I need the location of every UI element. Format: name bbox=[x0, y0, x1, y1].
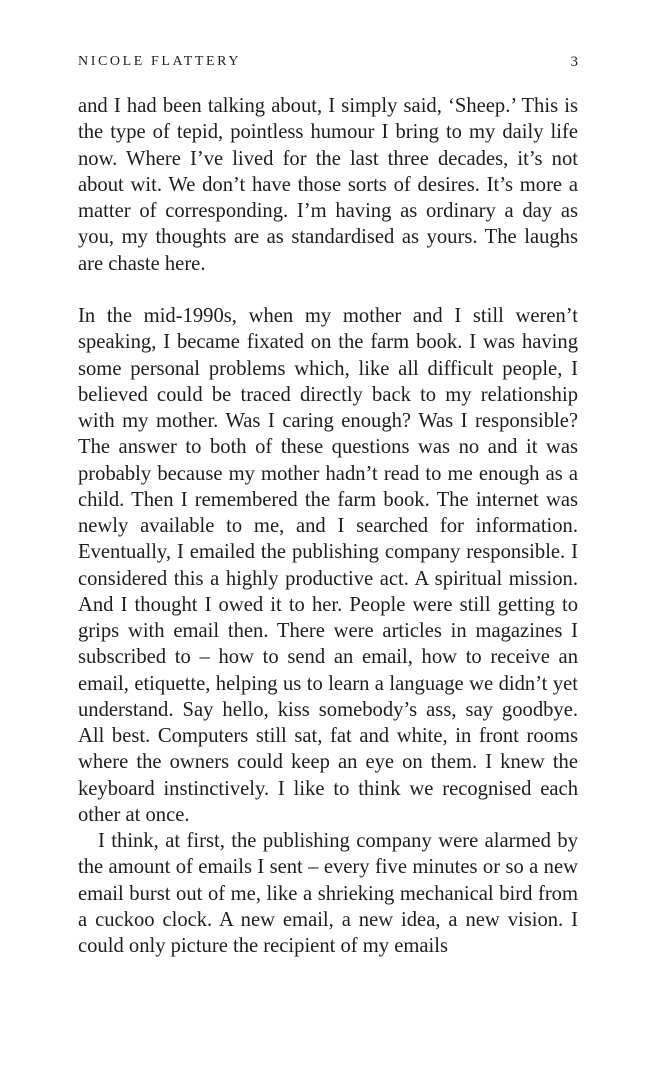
running-head bbox=[78, 54, 578, 74]
section-break bbox=[78, 277, 578, 303]
running-head-author: NICOLE FLATTERY bbox=[78, 54, 242, 69]
paragraph-1: and I had been talking about, I simply said, ‘Sheep.’ This is the type of tepid, pointless humour I bring to my daily life now. Where I’ve lived for the last three decades, it’s not about wit. We don’t have those sorts of desires. It’s more a matter of corresponding. I’m having as ordinary a day as you, my thoughts are as standardised as yours. The laughs are chaste here. bbox=[78, 95, 578, 275]
paragraph-2: In the mid-1990s, when my mother and I still weren’t speaking, I became fixated on the farm book. I was having some personal problems which, like all difficult people, I believed could be traced directly back to my relationship with my mother. Was I caring enough? Was I responsible? The answer to both of these questions was no and it was probably because my mother hadn’t read to me enough as a child. Then I remembered the farm book. The internet was newly available to me, and I searched for information. Eventually, I emailed the publishing company responsible. I considered this a highly productive act. A spiritual mission. And I thought I owed it to her. People were still getting to grips with email then. There were articles in magazines I subscribed to – how to send an email, how to receive an email, etiquette, helping us to learn a language we didn’t yet understand. Say hello, kiss somebody’s ass, say goodbye. All best. Computers still sat, fat and white, in front rooms where the owners could keep an eye on them. I knew the keyboard instinctively. I like to think we recognised each other at once. bbox=[78, 305, 578, 826]
body-text bbox=[78, 93, 578, 959]
paragraph-3: I think, at first, the publishing company were alarmed by the amount of emails I sent – every five minutes or so a new email burst out of me, like a shrieking mechanical bird from a cuckoo clock. A new email, a new idea, a new vision. I could only picture the recipient of my emails bbox=[78, 830, 578, 957]
page-number: 3 bbox=[570, 54, 578, 70]
